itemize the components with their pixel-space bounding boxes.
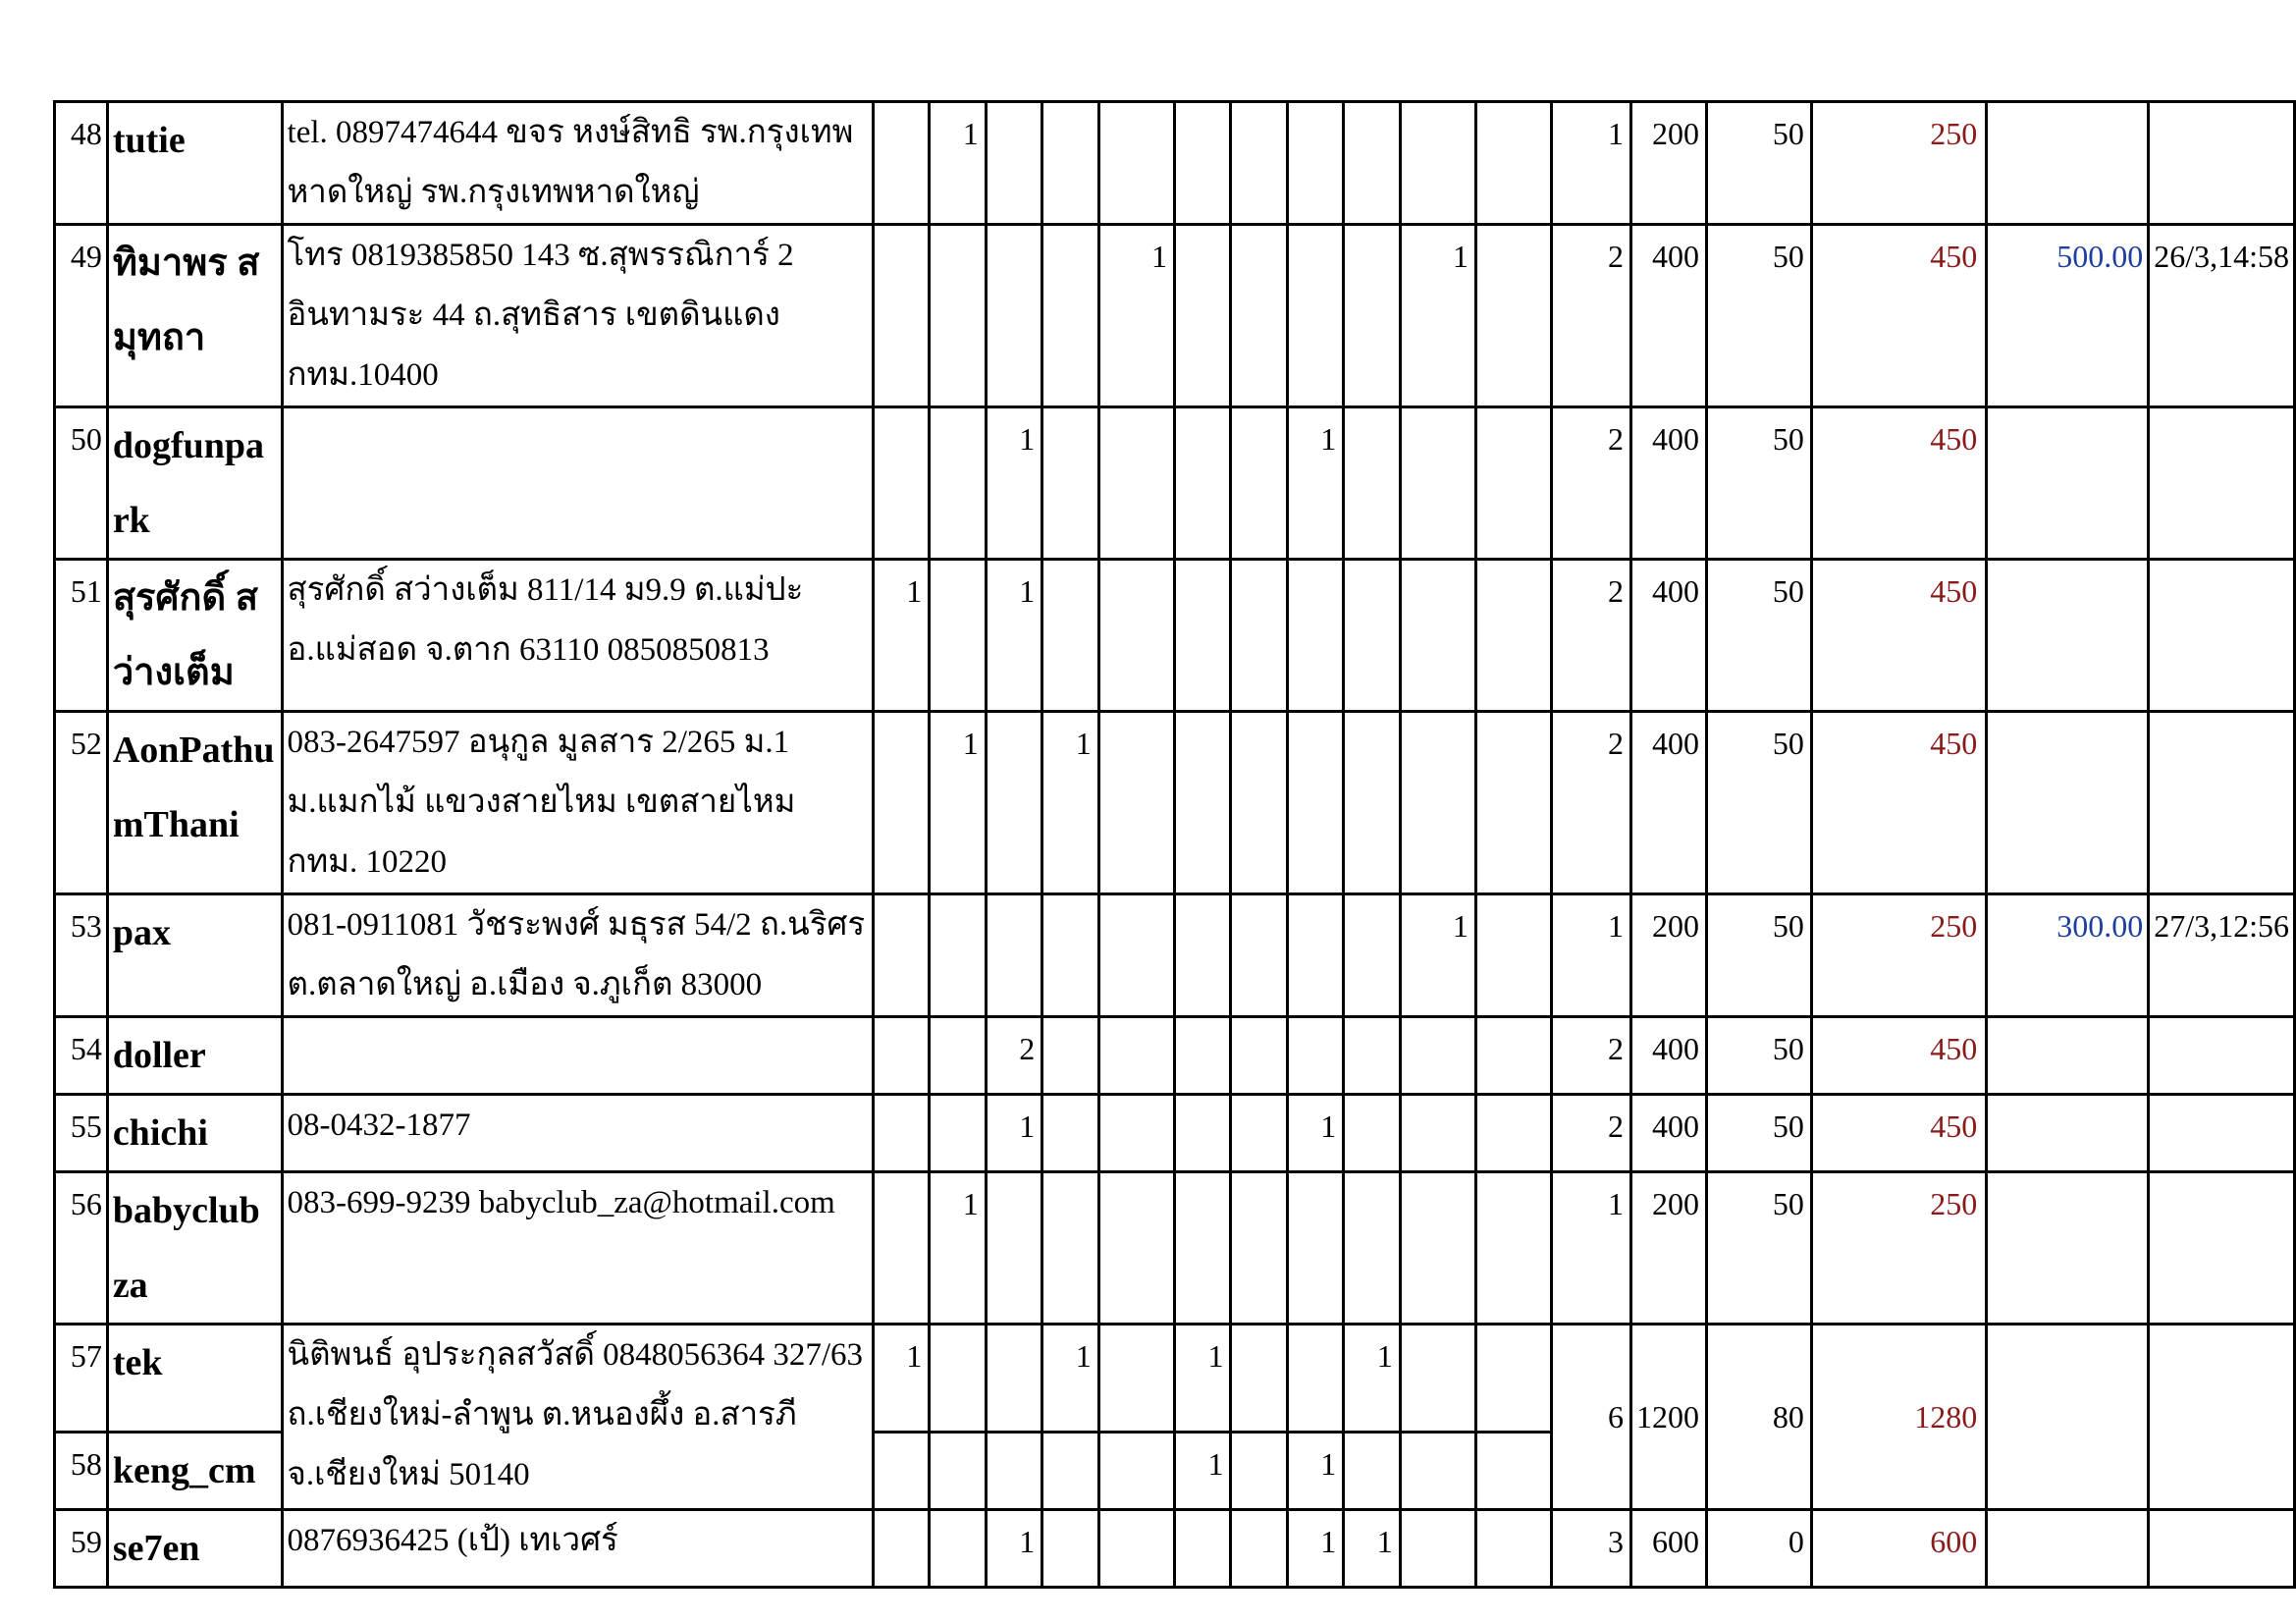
table-row <box>55 1095 2295 1172</box>
amount-cell: 400 <box>1630 560 1706 712</box>
customer-address: นิติพนธ์ อุประกุลสวัสดิ์ 0848056364 327/63 ถ.เชียงใหม่-ลำพูน ต.หนองผึ้ง อ.สารภี จ.เชียงใหม่ 50140 <box>282 1325 873 1510</box>
shipping-cell: 50 <box>1706 225 1811 407</box>
paid-cell <box>1987 102 2149 225</box>
amount-cell: 200 <box>1630 102 1706 225</box>
amount-cell: 1200 <box>1630 1325 1706 1510</box>
customer-address <box>282 407 873 560</box>
quantity-cell: 1 <box>1551 102 1630 225</box>
total-cell: 450 <box>1811 225 1986 407</box>
item-count-cell <box>1287 102 1344 225</box>
item-count-cell <box>1174 102 1231 225</box>
item-count-cell <box>1098 1095 1174 1172</box>
item-count-cell <box>986 1325 1042 1433</box>
item-count-cell <box>986 894 1042 1017</box>
customer-name: สุรศักดิ์ สว่างเต็ม <box>107 560 282 712</box>
row-number: 56 <box>55 1172 108 1325</box>
item-count-cell <box>1344 894 1401 1017</box>
item-count-cell <box>1174 1172 1231 1325</box>
paid-cell <box>1987 1017 2149 1095</box>
customer-name: pax <box>107 894 282 1017</box>
item-count-cell <box>1098 407 1174 560</box>
row-number: 51 <box>55 560 108 712</box>
item-count-cell <box>1344 407 1401 560</box>
item-count-cell <box>930 407 987 560</box>
item-count-cell <box>1174 1017 1231 1095</box>
item-count-cell <box>1344 1433 1401 1510</box>
date-cell <box>2149 1095 2295 1172</box>
row-number: 49 <box>55 225 108 407</box>
item-count-cell <box>1231 1172 1287 1325</box>
item-count-cell <box>1287 1172 1344 1325</box>
item-count-cell: 1 <box>930 712 987 894</box>
item-count-cell <box>1344 1172 1401 1325</box>
item-count-cell <box>1475 560 1551 712</box>
item-count-cell <box>1098 560 1174 712</box>
row-number: 55 <box>55 1095 108 1172</box>
item-count-cell <box>1231 560 1287 712</box>
table-row <box>55 102 2295 225</box>
date-cell <box>2149 712 2295 894</box>
customer-name: tutie <box>107 102 282 225</box>
quantity-cell: 2 <box>1551 407 1630 560</box>
item-count-cell <box>930 1095 987 1172</box>
item-count-cell <box>1231 102 1287 225</box>
amount-cell: 200 <box>1630 1172 1706 1325</box>
item-count-cell <box>1475 1017 1551 1095</box>
item-count-cell <box>1098 1433 1174 1510</box>
item-count-cell <box>986 225 1042 407</box>
item-count-cell <box>1231 407 1287 560</box>
row-number: 50 <box>55 407 108 560</box>
item-count-cell <box>1174 225 1231 407</box>
paid-cell <box>1987 1510 2149 1588</box>
total-cell: 450 <box>1811 712 1986 894</box>
item-count-cell <box>1231 1433 1287 1510</box>
item-count-cell <box>1475 712 1551 894</box>
item-count-cell <box>986 1172 1042 1325</box>
item-count-cell <box>1475 894 1551 1017</box>
item-count-cell <box>1475 225 1551 407</box>
item-count-cell <box>873 1095 930 1172</box>
item-count-cell <box>1287 1325 1344 1433</box>
item-count-cell <box>1042 894 1099 1017</box>
item-count-cell <box>1344 102 1401 225</box>
order-table <box>53 100 2296 1589</box>
date-cell <box>2149 1510 2295 1588</box>
item-count-cell <box>1098 1325 1174 1433</box>
item-count-cell <box>873 1510 930 1588</box>
shipping-cell: 50 <box>1706 560 1811 712</box>
item-count-cell <box>930 1433 987 1510</box>
shipping-cell: 50 <box>1706 1172 1811 1325</box>
item-count-cell <box>1287 712 1344 894</box>
table-row <box>55 712 2295 894</box>
item-count-cell: 1 <box>1287 407 1344 560</box>
item-count-cell: 1 <box>1400 225 1475 407</box>
quantity-cell: 6 <box>1551 1325 1630 1510</box>
item-count-cell <box>873 225 930 407</box>
item-count-cell: 1 <box>873 560 930 712</box>
item-count-cell <box>873 1433 930 1510</box>
customer-address: สุรศักดิ์ สว่างเต็ม 811/14 ม9.9 ต.แม่ปะ อ.แม่สอด จ.ตาก 63110 0850850813 <box>282 560 873 712</box>
quantity-cell: 2 <box>1551 225 1630 407</box>
item-count-cell <box>1231 225 1287 407</box>
item-count-cell <box>1042 1433 1099 1510</box>
item-count-cell: 1 <box>1344 1510 1401 1588</box>
amount-cell: 400 <box>1630 1017 1706 1095</box>
paid-cell: 500.00 <box>1987 225 2149 407</box>
item-count-cell <box>1174 1095 1231 1172</box>
item-count-cell <box>1344 225 1401 407</box>
amount-cell: 600 <box>1630 1510 1706 1588</box>
item-count-cell: 1 <box>986 1095 1042 1172</box>
table-row <box>55 225 2295 407</box>
quantity-cell: 2 <box>1551 560 1630 712</box>
item-count-cell <box>1174 894 1231 1017</box>
item-count-cell: 1 <box>1400 894 1475 1017</box>
item-count-cell: 2 <box>986 1017 1042 1095</box>
item-count-cell <box>1344 1017 1401 1095</box>
item-count-cell: 1 <box>986 1510 1042 1588</box>
item-count-cell <box>1174 560 1231 712</box>
customer-address: 08-0432-1877 <box>282 1095 873 1172</box>
item-count-cell <box>1400 560 1475 712</box>
amount-cell: 400 <box>1630 225 1706 407</box>
table-row <box>55 407 2295 560</box>
date-cell <box>2149 1172 2295 1325</box>
item-count-cell <box>930 225 987 407</box>
customer-address: tel. 0897474644 ขจร หงษ์สิทธิ รพ.กรุงเทพหาดใหญ่ รพ.กรุงเทพหาดใหญ่ <box>282 102 873 225</box>
table-row <box>55 894 2295 1017</box>
row-number: 54 <box>55 1017 108 1095</box>
item-count-cell <box>1287 560 1344 712</box>
shipping-cell: 50 <box>1706 894 1811 1017</box>
customer-name: doller <box>107 1017 282 1095</box>
quantity-cell: 3 <box>1551 1510 1630 1588</box>
item-count-cell <box>1174 407 1231 560</box>
item-count-cell <box>1287 1017 1344 1095</box>
row-number: 48 <box>55 102 108 225</box>
item-count-cell <box>1475 1510 1551 1588</box>
item-count-cell <box>1475 1325 1551 1433</box>
customer-address <box>282 1017 873 1095</box>
item-count-cell <box>1042 560 1099 712</box>
item-count-cell <box>1042 1017 1099 1095</box>
total-cell: 250 <box>1811 102 1986 225</box>
date-cell <box>2149 560 2295 712</box>
item-count-cell: 1 <box>1174 1433 1231 1510</box>
total-cell: 450 <box>1811 1017 1986 1095</box>
item-count-cell <box>1400 407 1475 560</box>
item-count-cell <box>1042 1172 1099 1325</box>
total-cell: 250 <box>1811 894 1986 1017</box>
quantity-cell: 2 <box>1551 1095 1630 1172</box>
item-count-cell <box>930 560 987 712</box>
customer-name: se7en <box>107 1510 282 1588</box>
item-count-cell <box>1042 1095 1099 1172</box>
item-count-cell <box>986 712 1042 894</box>
customer-address: 081-0911081 วัชระพงศ์ มธุรส 54/2 ถ.นริศร ต.ตลาดใหญ่ อ.เมือง จ.ภูเก็ต 83000 <box>282 894 873 1017</box>
customer-name: babyclubza <box>107 1172 282 1325</box>
item-count-cell <box>1042 102 1099 225</box>
item-count-cell: 1 <box>986 407 1042 560</box>
paid-cell <box>1987 407 2149 560</box>
item-count-cell <box>1231 1095 1287 1172</box>
customer-name: keng_cm <box>107 1433 282 1510</box>
item-count-cell <box>1475 1095 1551 1172</box>
item-count-cell <box>1231 712 1287 894</box>
item-count-cell <box>1098 1510 1174 1588</box>
quantity-cell: 1 <box>1551 1172 1630 1325</box>
customer-name: tek <box>107 1325 282 1433</box>
item-count-cell <box>1098 1017 1174 1095</box>
quantity-cell: 2 <box>1551 1017 1630 1095</box>
item-count-cell <box>930 1017 987 1095</box>
customer-name: dogfunpark <box>107 407 282 560</box>
paid-cell <box>1987 560 2149 712</box>
shipping-cell: 50 <box>1706 407 1811 560</box>
paid-cell <box>1987 1172 2149 1325</box>
row-number: 57 <box>55 1325 108 1433</box>
customer-name: ทิมาพร สมุทถา <box>107 225 282 407</box>
item-count-cell <box>1042 1510 1099 1588</box>
item-count-cell <box>1400 102 1475 225</box>
item-count-cell: 1 <box>1042 1325 1099 1433</box>
item-count-cell <box>1475 1172 1551 1325</box>
amount-cell: 400 <box>1630 712 1706 894</box>
table-row <box>55 1325 2295 1433</box>
item-count-cell <box>1400 1095 1475 1172</box>
row-number: 58 <box>55 1433 108 1510</box>
item-count-cell <box>1475 407 1551 560</box>
item-count-cell: 1 <box>1287 1510 1344 1588</box>
shipping-cell: 50 <box>1706 712 1811 894</box>
shipping-cell: 80 <box>1706 1325 1811 1510</box>
customer-name: AonPathumThani <box>107 712 282 894</box>
date-cell: 26/3,14:58 <box>2149 225 2295 407</box>
amount-cell: 200 <box>1630 894 1706 1017</box>
item-count-cell: 1 <box>930 1172 987 1325</box>
item-count-cell <box>1475 1433 1551 1510</box>
item-count-cell <box>1042 225 1099 407</box>
item-count-cell <box>1400 1325 1475 1433</box>
amount-cell: 400 <box>1630 1095 1706 1172</box>
date-cell <box>2149 102 2295 225</box>
item-count-cell <box>1400 1433 1475 1510</box>
item-count-cell <box>1344 712 1401 894</box>
item-count-cell <box>873 102 930 225</box>
item-count-cell <box>1400 1017 1475 1095</box>
item-count-cell <box>873 407 930 560</box>
date-cell <box>2149 1325 2295 1510</box>
item-count-cell <box>930 894 987 1017</box>
item-count-cell <box>930 1325 987 1433</box>
customer-address: โทร 0819385850 143 ซ.สุพรรณิการ์ 2 อินทามระ 44 ถ.สุทธิสาร เขตดินแดง กทม.10400 <box>282 225 873 407</box>
item-count-cell <box>873 1017 930 1095</box>
item-count-cell <box>1098 1172 1174 1325</box>
item-count-cell <box>1400 1172 1475 1325</box>
shipping-cell: 50 <box>1706 102 1811 225</box>
total-cell: 450 <box>1811 1095 1986 1172</box>
item-count-cell <box>986 102 1042 225</box>
item-count-cell <box>1042 407 1099 560</box>
item-count-cell <box>986 1433 1042 1510</box>
total-cell: 450 <box>1811 560 1986 712</box>
item-count-cell: 1 <box>1287 1095 1344 1172</box>
item-count-cell <box>873 712 930 894</box>
total-cell: 1280 <box>1811 1325 1986 1510</box>
item-count-cell <box>1344 1095 1401 1172</box>
paid-cell: 300.00 <box>1987 894 2149 1017</box>
item-count-cell <box>1400 1510 1475 1588</box>
table-row <box>55 1510 2295 1588</box>
item-count-cell <box>1098 102 1174 225</box>
item-count-cell: 1 <box>1098 225 1174 407</box>
quantity-cell: 2 <box>1551 712 1630 894</box>
customer-name: chichi <box>107 1095 282 1172</box>
shipping-cell: 0 <box>1706 1510 1811 1588</box>
quantity-cell: 1 <box>1551 894 1630 1017</box>
row-number: 52 <box>55 712 108 894</box>
item-count-cell: 1 <box>1042 712 1099 894</box>
paid-cell <box>1987 712 2149 894</box>
item-count-cell <box>930 1510 987 1588</box>
customer-address: 083-699-9239 babyclub_za@hotmail.com <box>282 1172 873 1325</box>
table-row <box>55 1017 2295 1095</box>
customer-address: 083-2647597 อนุกูล มูลสาร 2/265 ม.1 ม.แมกไม้ แขวงสายไหม เขตสายไหม กทม. 10220 <box>282 712 873 894</box>
row-number: 53 <box>55 894 108 1017</box>
item-count-cell <box>1400 712 1475 894</box>
customer-address: 0876936425 (เป้) เทเวศร์ <box>282 1510 873 1588</box>
date-cell <box>2149 407 2295 560</box>
item-count-cell <box>1344 560 1401 712</box>
table-row <box>55 1172 2295 1325</box>
item-count-cell <box>1231 1510 1287 1588</box>
item-count-cell <box>1287 894 1344 1017</box>
item-count-cell <box>1174 1510 1231 1588</box>
item-count-cell: 1 <box>873 1325 930 1433</box>
item-count-cell <box>1231 894 1287 1017</box>
shipping-cell: 50 <box>1706 1095 1811 1172</box>
item-count-cell <box>1287 225 1344 407</box>
shipping-cell: 50 <box>1706 1017 1811 1095</box>
item-count-cell <box>1098 712 1174 894</box>
item-count-cell <box>1475 102 1551 225</box>
item-count-cell: 1 <box>930 102 987 225</box>
table-row <box>55 560 2295 712</box>
total-cell: 250 <box>1811 1172 1986 1325</box>
item-count-cell <box>1231 1017 1287 1095</box>
item-count-cell: 1 <box>1174 1325 1231 1433</box>
row-number: 59 <box>55 1510 108 1588</box>
item-count-cell <box>1231 1325 1287 1433</box>
item-count-cell: 1 <box>1344 1325 1401 1433</box>
item-count-cell <box>1174 712 1231 894</box>
item-count-cell: 1 <box>986 560 1042 712</box>
item-count-cell <box>873 894 930 1017</box>
date-cell <box>2149 1017 2295 1095</box>
item-count-cell: 1 <box>1287 1433 1344 1510</box>
item-count-cell <box>873 1172 930 1325</box>
total-cell: 450 <box>1811 407 1986 560</box>
date-cell: 27/3,12:56 <box>2149 894 2295 1017</box>
item-count-cell <box>1098 894 1174 1017</box>
amount-cell: 400 <box>1630 407 1706 560</box>
paid-cell <box>1987 1095 2149 1172</box>
total-cell: 600 <box>1811 1510 1986 1588</box>
paid-cell <box>1987 1325 2149 1510</box>
